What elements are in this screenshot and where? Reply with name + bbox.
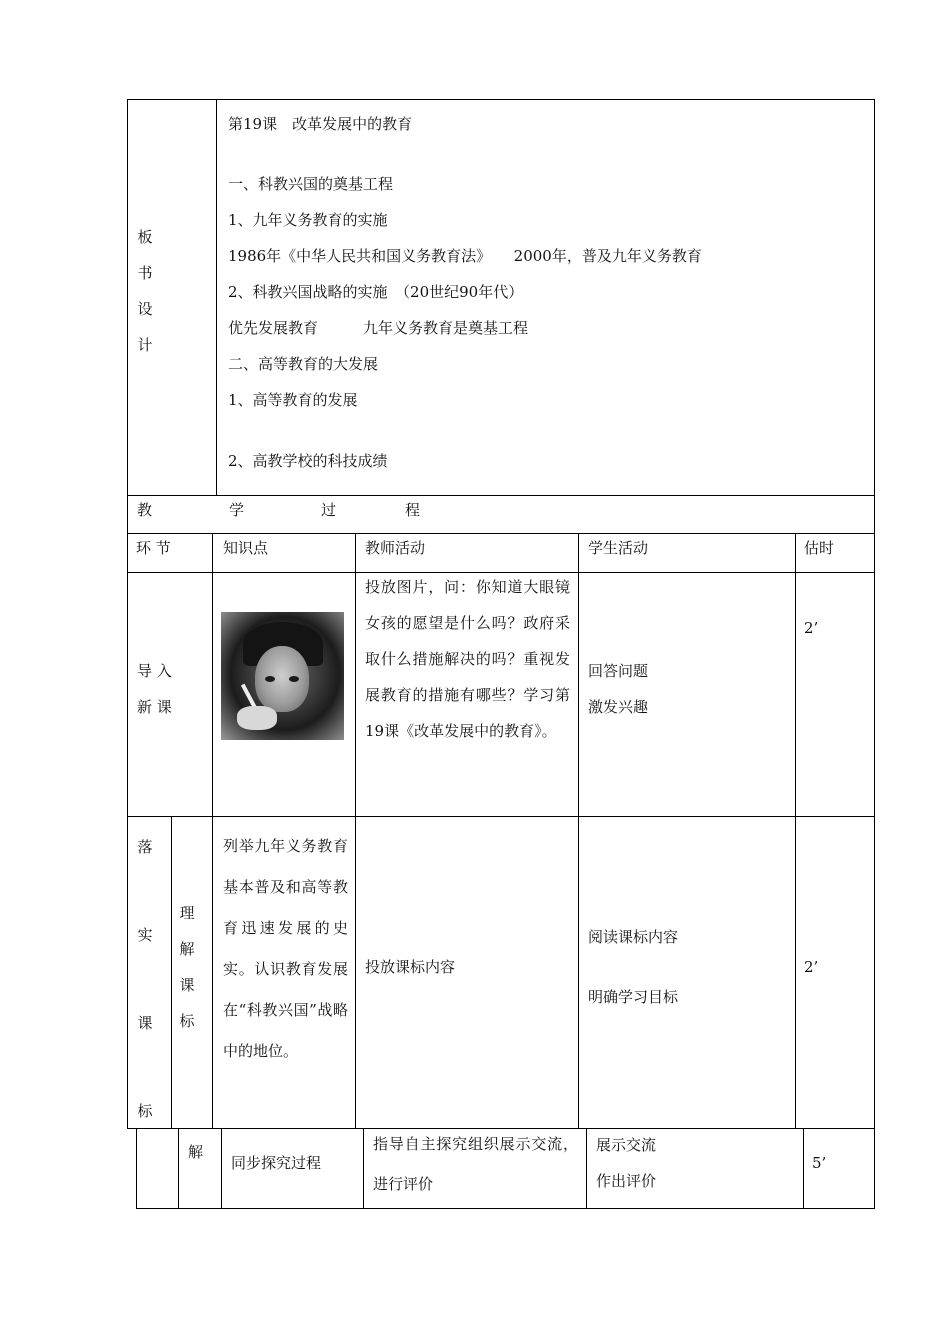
sub-stage-char: 标 bbox=[179, 1012, 195, 1030]
process-title-char: 学 bbox=[229, 501, 245, 519]
stage-char: 落 bbox=[137, 838, 153, 856]
knowledge-point: 同步探究过程 bbox=[231, 1154, 322, 1172]
stage-char: 课 bbox=[137, 1014, 153, 1032]
stage-char: 标 bbox=[137, 1102, 153, 1120]
board-line: 1986年《中华人民共和国义务教育法》 2000年，普及九年义务教育 bbox=[228, 247, 702, 265]
time-estimate: 2’ bbox=[804, 619, 819, 637]
girl-photo bbox=[221, 612, 344, 740]
board-line: 2、科教兴国战略的实施 （20世纪90年代） bbox=[228, 283, 524, 301]
stage-label: 新 课 bbox=[137, 698, 172, 716]
lesson-title: 第19课 改革发展中的教育 bbox=[228, 115, 413, 133]
header-teacher: 教师活动 bbox=[365, 539, 426, 557]
student-activity: 阅读课标内容 bbox=[588, 928, 679, 946]
sub-stage-char: 理 bbox=[179, 904, 195, 922]
board-line: 2、高教学校的科技成绩 bbox=[228, 452, 388, 470]
board-line: 1、九年义务教育的实施 bbox=[228, 211, 388, 229]
board-line: 二、高等教育的大发展 bbox=[228, 355, 379, 373]
teacher-activity: 投放课标内容 bbox=[365, 958, 456, 976]
sub-stage-char: 课 bbox=[179, 976, 195, 994]
process-title-char: 过 bbox=[321, 501, 337, 519]
board-line: 一、科教兴国的奠基工程 bbox=[228, 175, 394, 193]
sub-stage-char: 解 bbox=[188, 1143, 204, 1161]
sub-stage-char: 解 bbox=[179, 940, 195, 958]
board-label-char: 设 bbox=[137, 300, 153, 318]
process-title-char: 教 bbox=[137, 501, 153, 519]
sub-stage-vertical bbox=[178, 904, 196, 1048]
stage-char: 实 bbox=[137, 926, 153, 944]
header-student: 学生活动 bbox=[588, 539, 649, 557]
time-estimate: 5’ bbox=[812, 1154, 827, 1172]
board-label-char: 书 bbox=[137, 264, 153, 282]
header-time: 估时 bbox=[804, 539, 835, 557]
stage-label-vertical bbox=[136, 838, 154, 1190]
student-activity: 展示交流 bbox=[596, 1136, 657, 1154]
teacher-activity: 投放图片，问：你知道大眼镜女孩的愿望是什么吗？政府采取什么措施解决的吗？重视发展教育的措施有哪些？学习第19课《改革发展中的教育》。 bbox=[365, 578, 570, 740]
board-label-char: 板 bbox=[137, 228, 153, 246]
teacher-activity: 指导自主探究组织展示交流，进行评价 bbox=[373, 1135, 578, 1193]
board-label-char: 计 bbox=[137, 336, 153, 354]
knowledge-point: 列举九年义务教育基本普及和高等教育迅速发展的史实。认识教育发展在“科教兴国”战略中的地位。 bbox=[223, 837, 348, 1060]
student-activity: 明确学习目标 bbox=[588, 988, 679, 1006]
board-label bbox=[136, 228, 154, 372]
student-activity: 激发兴趣 bbox=[588, 698, 649, 716]
board-line: 优先发展教育 九年义务教育是奠基工程 bbox=[228, 319, 529, 337]
time-estimate: 2’ bbox=[804, 958, 819, 976]
student-activity: 回答问题 bbox=[588, 662, 649, 680]
header-stage: 环 节 bbox=[136, 539, 171, 557]
process-title-char: 程 bbox=[405, 501, 421, 519]
student-activity: 作出评价 bbox=[596, 1172, 657, 1190]
stage-label: 导 入 bbox=[137, 662, 172, 680]
board-line: 1、高等教育的发展 bbox=[228, 391, 358, 409]
header-knowledge: 知识点 bbox=[223, 539, 269, 557]
